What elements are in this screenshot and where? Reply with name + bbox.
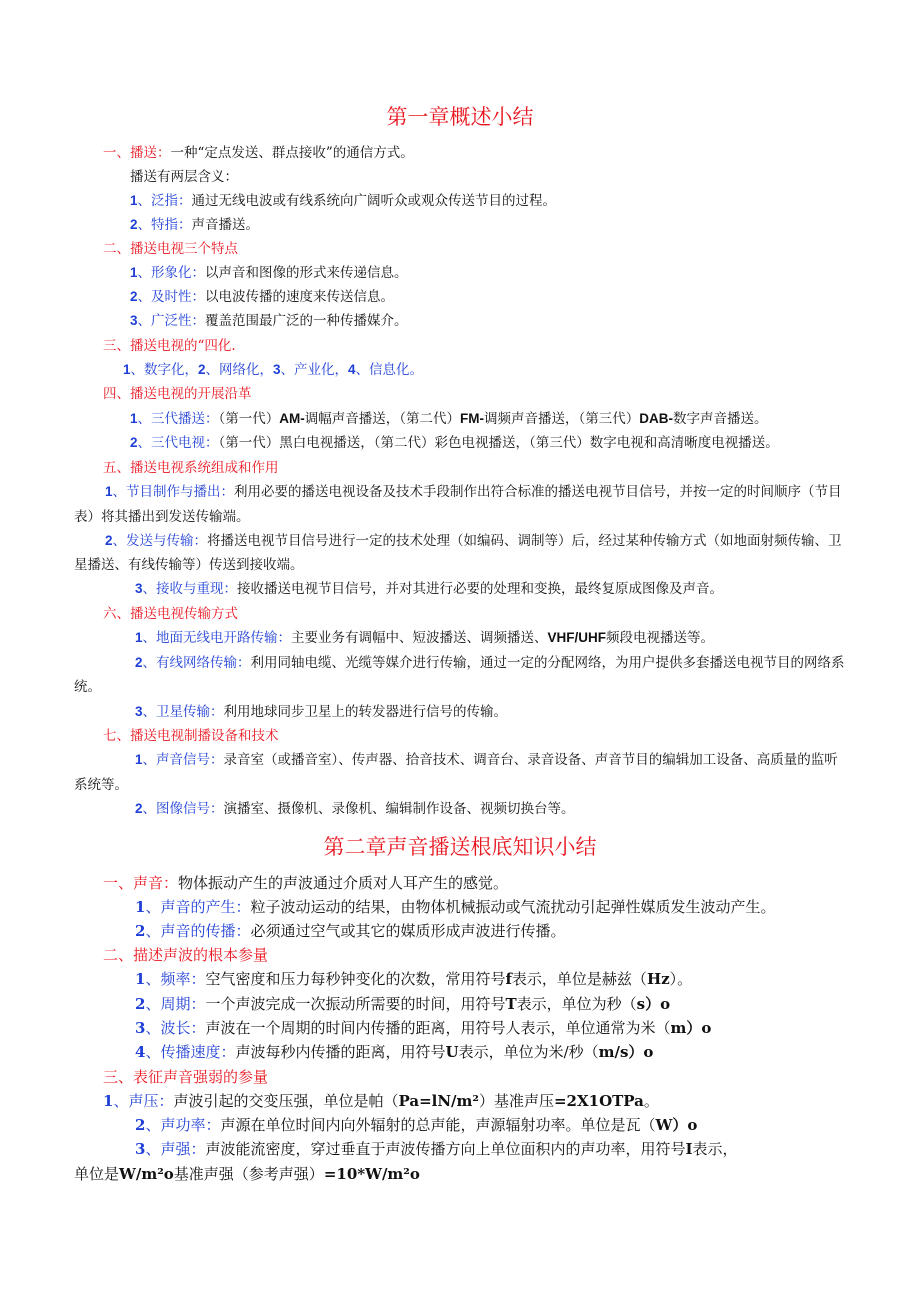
- item-number: 4: [135, 1043, 146, 1061]
- item-text: ）o: [645, 995, 671, 1013]
- ch1-s6-item-2: [135, 654, 845, 672]
- item-text: 调频声音播送，（第三代）: [484, 411, 640, 427]
- item-number: 2: [130, 435, 138, 450]
- item-number: 1: [135, 898, 146, 916]
- item-text: ）。: [669, 970, 693, 988]
- ch1-s1-item-2: [130, 216, 259, 234]
- item-number: 1: [123, 362, 131, 377]
- item-text: 以电波传播的速度来传送信息。: [205, 289, 395, 305]
- item-text: 调幅声音播送，（第二代）: [304, 411, 461, 427]
- ch1-s3-items: [123, 361, 423, 379]
- item-number: 1: [135, 752, 143, 767]
- item-label: 、三代播送：: [137, 411, 219, 427]
- item-label: 、地面无线电开路传输：: [142, 630, 292, 646]
- item-term: FM-: [460, 411, 485, 426]
- ch2-s1-item-2: [135, 920, 565, 942]
- item-text: 声波引起的交变压强，单位是帕（: [173, 1092, 399, 1110]
- ch1-section-4: 四、播送电视的开展沿革: [103, 386, 252, 402]
- item-text: 将播送电视节目信号进行一定的技术处理（如编码、调制等）后，经过某种传输方式（如地面射频传输、卫: [207, 533, 842, 549]
- item-label: 、及时性：: [137, 289, 206, 305]
- item-symbol: f: [505, 970, 512, 988]
- item-text: 录音室（或播音室）、传声器、拾音技术、调音台、录音设备、声音节目的编辑加工设备、高质量的监听: [223, 752, 838, 768]
- item-text: 声波能流密度，穿过垂直于声波传播方向上单位面积内的声功率，用符号: [205, 1140, 686, 1158]
- item-symbol: T: [505, 995, 517, 1013]
- item-text: 、产业化，: [280, 362, 349, 378]
- item-number: 3: [135, 1140, 146, 1158]
- item-number: 2: [135, 655, 143, 670]
- ch2-s2-item-4: [135, 1041, 653, 1063]
- item-number: 2: [135, 922, 146, 940]
- item-text: 接收播送电视节目信号，并对其进行必要的处理和变换，最终复原成图像及声音。: [237, 581, 724, 597]
- item-text: 表示，单位为秒（: [516, 995, 637, 1013]
- item-symbol: U: [445, 1043, 459, 1061]
- item-unit: Hz: [646, 970, 670, 988]
- ch2-s1-item-1: [135, 896, 775, 918]
- item-label: 、发送与传输：: [112, 533, 208, 549]
- item-label: 、声音信号：: [142, 752, 224, 768]
- item-text: 以声音和图像的形式来传递信息。: [205, 265, 408, 281]
- item-label: 、传播速度：: [145, 1043, 236, 1061]
- item-label: 、声音的产生：: [145, 898, 251, 916]
- item-value: =10*W/m²o: [323, 1165, 420, 1183]
- item-text: 、网络化，: [205, 362, 274, 378]
- item-number: 1: [130, 411, 138, 426]
- item-text: 、信息化。: [355, 362, 424, 378]
- item-label: 、波长：: [145, 1019, 206, 1037]
- ch2-s2-item-3: [135, 1017, 711, 1039]
- ch1-section-5: 五、播送电视系统组成和作用: [103, 460, 279, 476]
- item-number: 2: [130, 217, 138, 232]
- item-text: 声音播送。: [191, 217, 260, 233]
- item-label: 、声音的传播：: [145, 922, 251, 940]
- item-number: 2: [135, 995, 146, 1013]
- item-text: 利用必要的播送电视设备及技术手段制作出符合标准的播送电视节目信号，并按一定的时间顺序（节目: [234, 484, 842, 500]
- ch1-s2-item-1: [130, 264, 408, 282]
- ch1-s5-item-3: [135, 580, 723, 598]
- item-unit: W/m²o: [119, 1165, 174, 1183]
- item-text: ）o: [628, 1043, 654, 1061]
- item-label: 、频率：: [145, 970, 206, 988]
- item-number: 2: [198, 362, 206, 377]
- item-text: 表示，单位是赫兹（: [511, 970, 647, 988]
- item-label: 、接收与重现：: [142, 581, 238, 597]
- ch1-section-2: 二、播送电视三个特点: [103, 241, 238, 257]
- ch1-s6-item-1: [135, 629, 714, 647]
- ch2-s2-item-1: [135, 968, 692, 990]
- ch1-s7-item-2: [135, 800, 575, 818]
- chapter-1-title: 第一章概述小结: [386, 105, 534, 129]
- item-symbol: I: [685, 1140, 693, 1158]
- item-label: 、三代电视：: [137, 435, 219, 451]
- ch1-s5-item-1: [105, 483, 842, 501]
- ch1-s5-item-1-cont: 表）将其播出到发送传输端。: [74, 509, 250, 525]
- item-number: 4: [348, 362, 356, 377]
- item-text: 主要业务有调幅中、短波播送、调频播送、: [291, 630, 548, 646]
- item-text: 声波每秒内传播的距离，用符号: [235, 1043, 446, 1061]
- item-unit: m/s: [598, 1043, 629, 1061]
- item-text: 基准声强（参考声强）: [173, 1165, 324, 1183]
- item-text: （第一代）黑白电视播送，（第二代）彩色电视播送，（第三代）数字电视和高清晰度电视播送。: [218, 435, 779, 451]
- item-text: 单位是: [74, 1165, 120, 1183]
- item-number: 1: [105, 484, 113, 499]
- ch1-section-1-sub: 播送有两层含义：: [130, 169, 238, 185]
- item-text: 频段电视播送等。: [606, 630, 715, 646]
- item-number: 3: [135, 704, 143, 719]
- item-text: 一个声波完成一次振动所需要的时间，用符号: [205, 995, 506, 1013]
- item-label: 、特指：: [137, 217, 192, 233]
- item-unit: Pa=lN/m²: [398, 1092, 479, 1110]
- ch1-section-1: [103, 144, 414, 162]
- item-number: 3: [130, 313, 138, 328]
- item-text: 利用地球同步卫星上的转发器进行信号的传输。: [223, 704, 508, 720]
- ch1-s6-item-3: [135, 703, 507, 721]
- item-number: 1: [135, 630, 143, 645]
- item-text: （第一代）: [218, 411, 280, 427]
- item-text: ）o: [686, 1019, 712, 1037]
- section-prefix: 一、: [103, 874, 134, 892]
- item-label: 、周期：: [145, 995, 206, 1013]
- item-label: 、泛指：: [137, 193, 192, 209]
- item-text: 粒子波动运动的结果，由物体机械振动或气流扰动引起弹性媒质发生波动产生。: [250, 898, 776, 916]
- section-label: 一、播送：: [103, 145, 171, 161]
- item-number: 3: [135, 581, 143, 596]
- item-text: 通过无线电波或有线系统向广阔听众或观众传送节目的过程。: [191, 193, 557, 209]
- item-label: 、节目制作与播出：: [112, 484, 235, 500]
- item-label: 、广泛性：: [137, 313, 206, 329]
- ch2-s3-item-3-cont: [74, 1163, 420, 1185]
- section-text: 一种“定点发送、群点接收”的通信方式。: [170, 145, 414, 161]
- ch2-section-1: [103, 872, 508, 894]
- item-value: =2X1OTPa: [553, 1092, 644, 1110]
- item-number: 1: [103, 1092, 114, 1110]
- item-label: 、有线网络传输：: [142, 655, 251, 671]
- ch2-s2-item-2: [135, 993, 670, 1015]
- ch1-s7-item-1-cont: 系统等。: [74, 777, 128, 793]
- item-label: 、声功率：: [145, 1116, 221, 1134]
- item-text: 演播室、摄像机、录像机、编辑制作设备、视频切换台等。: [223, 801, 575, 817]
- ch1-s2-item-2: [130, 288, 394, 306]
- item-label: 、声压：: [113, 1092, 174, 1110]
- item-text: 空气密度和压力每秒钟变化的次数，常用符号: [205, 970, 506, 988]
- item-number: 2: [135, 1116, 146, 1134]
- ch1-s4-item-1: [130, 410, 768, 428]
- item-number: 1: [135, 970, 146, 988]
- item-number: 2: [130, 289, 138, 304]
- item-text: ）o: [672, 1116, 698, 1134]
- item-term: AM-: [279, 411, 305, 426]
- item-label: 、形象化：: [137, 265, 206, 281]
- ch1-section-6: 六、播送电视传输方式: [103, 606, 238, 622]
- ch1-s7-item-1: [135, 751, 838, 769]
- item-number: 2: [135, 801, 143, 816]
- ch2-section-2: 二、描述声波的根本参量: [103, 946, 269, 964]
- item-text: 表示，: [692, 1140, 738, 1158]
- item-text: 声源在单位时间内向外辐射的总声能，声源辐射功率。单位是瓦（: [220, 1116, 656, 1134]
- item-unit: W: [655, 1116, 673, 1134]
- item-text: 、数字化，: [130, 362, 199, 378]
- item-label: 、声强：: [145, 1140, 206, 1158]
- item-term: DAB-: [639, 411, 674, 426]
- item-label: 、卫星传输：: [142, 704, 224, 720]
- ch1-s4-item-2: [130, 434, 779, 452]
- item-number: 1: [130, 193, 138, 208]
- ch1-s2-item-3: [130, 312, 408, 330]
- section-label: 声音：: [133, 874, 179, 892]
- item-number: 3: [135, 1019, 146, 1037]
- ch1-section-7: 七、播送电视制播设备和技术: [103, 728, 279, 744]
- item-text: 利用同轴电缆、光缆等媒介进行传输，通过一定的分配网络，为用户提供多套播送电视节目的网络系: [250, 655, 845, 671]
- item-label: 、图像信号：: [142, 801, 224, 817]
- item-text: 声波在一个周期的时间内传播的距离，用符号人表示，单位通常为米（: [205, 1019, 671, 1037]
- ch1-section-3: 三、播送电视的“四化.: [103, 338, 236, 354]
- item-text: 必须通过空气或其它的媒质形成声波进行传播。: [250, 922, 566, 940]
- item-number: 1: [130, 265, 138, 280]
- item-unit: m: [670, 1019, 687, 1037]
- item-text: 覆盖范围最广泛的一种传播媒介。: [205, 313, 408, 329]
- item-term: VHF/UHF: [547, 630, 607, 645]
- ch1-s5-item-2: [105, 532, 842, 550]
- item-text: 数字声音播送。: [673, 411, 768, 427]
- item-text: 表示，单位为米/秒（: [458, 1043, 599, 1061]
- ch1-s6-item-2-cont: 统。: [74, 679, 101, 695]
- ch1-s1-item-1: [130, 192, 556, 210]
- item-text: ）基准声压: [478, 1092, 554, 1110]
- item-text: 。: [643, 1092, 659, 1110]
- chapter-2-title: 第二章声音播送根底知识小结: [323, 835, 597, 859]
- ch2-section-3: 三、表征声音强弱的参量: [103, 1068, 269, 1086]
- ch2-s3-item-3: [135, 1138, 738, 1160]
- ch1-s5-item-2-cont: 星播送、有线传输等）传送到接收端。: [74, 557, 304, 573]
- item-unit: s: [636, 995, 646, 1013]
- item-number: 3: [273, 362, 281, 377]
- section-text: 物体振动产生的声波通过介质对人耳产生的感觉。: [178, 874, 509, 892]
- ch2-s3-item-1: [103, 1090, 659, 1112]
- item-number: 2: [105, 533, 113, 548]
- ch2-s3-item-2: [135, 1114, 697, 1136]
